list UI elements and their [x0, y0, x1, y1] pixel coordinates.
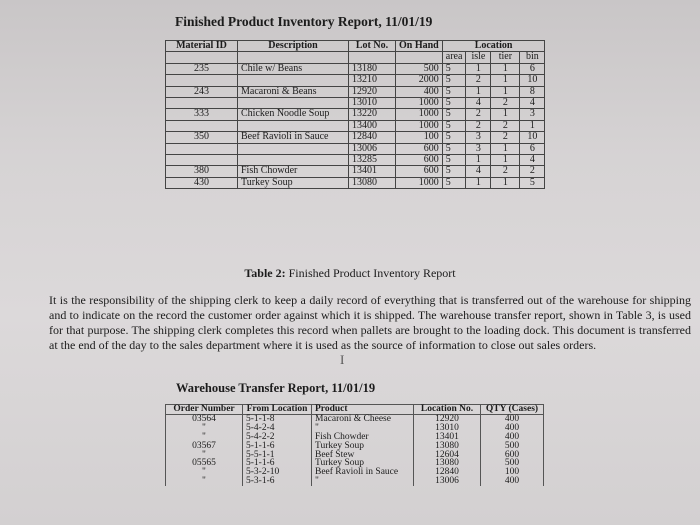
- cell-material-id: [166, 155, 238, 166]
- cell-product: ": [312, 424, 414, 433]
- cell-product: Turkey Soup: [312, 442, 414, 451]
- cell-order-number: ": [166, 433, 243, 442]
- header-description: Description: [238, 41, 349, 52]
- cell-material-id: 380: [166, 166, 238, 177]
- table-row: [166, 98, 545, 109]
- cell-isle: 3: [466, 132, 491, 143]
- cell-description: Beef Ravioli in Sauce: [238, 132, 349, 143]
- caption-text: Finished Product Inventory Report: [285, 266, 456, 280]
- cell-area: 5: [442, 155, 466, 166]
- cell-qty: 100: [481, 468, 544, 477]
- cell-isle: 4: [466, 98, 491, 109]
- header-material-id: Material ID: [166, 41, 238, 52]
- cell-on-hand: 1000: [396, 120, 443, 131]
- cell-description: Fish Chowder: [238, 166, 349, 177]
- cell-on-hand: 600: [396, 155, 443, 166]
- table-row: [166, 120, 545, 131]
- cell-on-hand: 1000: [396, 98, 443, 109]
- cell-material-id: [166, 120, 238, 131]
- cell-material-id: 350: [166, 132, 238, 143]
- cell-description: Turkey Soup: [238, 177, 349, 188]
- cell-isle: 4: [466, 166, 491, 177]
- table-row: [166, 155, 545, 166]
- header-blank: [238, 52, 349, 63]
- cell-isle: 1: [466, 155, 491, 166]
- cell-location-no: 13401: [414, 433, 481, 442]
- cell-from-location: 5-3-2-10: [243, 468, 312, 477]
- cell-tier: 2: [491, 98, 520, 109]
- cell-isle: 3: [466, 143, 491, 154]
- table-row: [166, 75, 545, 86]
- cell-description: [238, 143, 349, 154]
- cell-area: 5: [442, 143, 466, 154]
- inventory-report-title: Finished Product Inventory Report, 11/01/19: [175, 14, 433, 29]
- cell-area: 5: [442, 132, 466, 143]
- cell-material-id: [166, 143, 238, 154]
- cell-area: 5: [442, 109, 466, 120]
- cell-lot-no: 13180: [349, 63, 396, 74]
- cell-lot-no: 12920: [349, 86, 396, 97]
- header-area: area: [442, 52, 466, 63]
- cell-area: 5: [442, 166, 466, 177]
- cell-description: [238, 75, 349, 86]
- table-row: [166, 109, 545, 120]
- header-qty: QTY (Cases): [481, 405, 544, 415]
- cell-lot-no: 13010: [349, 98, 396, 109]
- cell-lot-no: 13400: [349, 120, 396, 131]
- cell-product: Beef Stew: [312, 451, 414, 460]
- cell-from-location: 5-5-1-1: [243, 451, 312, 460]
- cell-qty: 400: [481, 424, 544, 433]
- cell-material-id: 235: [166, 63, 238, 74]
- cell-from-location: 5-4-2-4: [243, 424, 312, 433]
- cell-description: [238, 155, 349, 166]
- table-row: [166, 468, 544, 477]
- header-from-location: From Location: [243, 405, 312, 415]
- header-isle: isle: [466, 52, 491, 63]
- cell-order-number: ": [166, 424, 243, 433]
- cell-on-hand: 1000: [396, 109, 443, 120]
- cell-lot-no: 13006: [349, 143, 396, 154]
- cell-description: Chile w/ Beans: [238, 63, 349, 74]
- cell-location-no: 12920: [414, 414, 481, 423]
- cell-area: 5: [442, 177, 466, 188]
- cell-from-location: 5-1-1-6: [243, 459, 312, 468]
- cell-location-no: 13080: [414, 459, 481, 468]
- transfer-table: [165, 404, 544, 486]
- cell-qty: 500: [481, 459, 544, 468]
- table-row: [166, 166, 545, 177]
- table-row: [166, 143, 545, 154]
- header-location: Location: [442, 41, 545, 52]
- cell-tier: 1: [491, 63, 520, 74]
- cell-material-id: 333: [166, 109, 238, 120]
- header-location-no: Location No.: [414, 405, 481, 415]
- cell-location-no: 13010: [414, 424, 481, 433]
- inventory-table-body: [166, 63, 545, 188]
- cell-product: Beef Ravioli in Sauce: [312, 468, 414, 477]
- cell-product: Macaroni & Cheese: [312, 414, 414, 423]
- cell-description: Macaroni & Beans: [238, 86, 349, 97]
- cell-bin: 10: [520, 75, 545, 86]
- body-paragraph: It is the responsibility of the shipping clerk to keep a daily record of everything that is transferred out of the warehouse for shipping and to indicate on the record the customer order against which it is shipped. The warehouse transfer report, shown in Table 3, is used for that purpose. The shipping clerk completes this record when pallets are brought to the loading dock. This document is transferred at the end of the day to the sales department where it is used as the source of information to close out sales orders.: [49, 293, 691, 352]
- cell-order-number: ": [166, 468, 243, 477]
- cell-bin: 6: [520, 63, 545, 74]
- cell-tier: 2: [491, 132, 520, 143]
- cell-bin: 6: [520, 143, 545, 154]
- cell-from-location: 5-3-1-6: [243, 477, 312, 486]
- cell-on-hand: 100: [396, 132, 443, 143]
- cell-isle: 2: [466, 120, 491, 131]
- header-product: Product: [312, 405, 414, 415]
- table-row: [166, 442, 544, 451]
- table-row: [166, 132, 545, 143]
- cell-isle: 1: [466, 63, 491, 74]
- cell-area: 5: [442, 98, 466, 109]
- cell-qty: 400: [481, 433, 544, 442]
- cell-tier: 1: [491, 143, 520, 154]
- cell-tier: 1: [491, 109, 520, 120]
- cell-area: 5: [442, 120, 466, 131]
- cell-bin: 4: [520, 98, 545, 109]
- cell-tier: 2: [491, 166, 520, 177]
- header-blank: [396, 52, 443, 63]
- cell-from-location: 5-1-1-8: [243, 414, 312, 423]
- cell-bin: 8: [520, 86, 545, 97]
- cell-lot-no: 13210: [349, 75, 396, 86]
- cell-order-number: 03567: [166, 442, 243, 451]
- cell-product: ": [312, 477, 414, 486]
- header-blank: [166, 52, 238, 63]
- header-blank: [349, 52, 396, 63]
- cell-lot-no: 12840: [349, 132, 396, 143]
- cell-isle: 2: [466, 109, 491, 120]
- transfer-table-body: [166, 414, 544, 486]
- cell-description: [238, 120, 349, 131]
- cell-area: 5: [442, 63, 466, 74]
- cell-qty: 400: [481, 414, 544, 423]
- cell-qty: 400: [481, 477, 544, 486]
- cell-lot-no: 13401: [349, 166, 396, 177]
- cell-bin: 1: [520, 120, 545, 131]
- table-row: [166, 477, 544, 486]
- cell-order-number: 03564: [166, 414, 243, 423]
- cell-tier: 1: [491, 155, 520, 166]
- cell-material-id: [166, 75, 238, 86]
- table-row: [166, 177, 545, 188]
- cell-qty: 600: [481, 451, 544, 460]
- cell-tier: 1: [491, 75, 520, 86]
- cell-location-no: 12604: [414, 451, 481, 460]
- cell-material-id: [166, 98, 238, 109]
- table-row: [166, 86, 545, 97]
- cell-bin: 3: [520, 109, 545, 120]
- cell-description: Chicken Noodle Soup: [238, 109, 349, 120]
- cell-from-location: 5-1-1-6: [243, 442, 312, 451]
- cell-isle: 1: [466, 86, 491, 97]
- table-row: [166, 414, 544, 423]
- cell-description: [238, 98, 349, 109]
- cell-area: 5: [442, 86, 466, 97]
- cell-product: Fish Chowder: [312, 433, 414, 442]
- table-caption: [0, 266, 700, 281]
- inventory-table: [165, 40, 545, 189]
- header-bin: bin: [520, 52, 545, 63]
- cell-tier: 1: [491, 177, 520, 188]
- cell-on-hand: 1000: [396, 177, 443, 188]
- header-order-number: Order Number: [166, 405, 243, 415]
- cell-material-id: 430: [166, 177, 238, 188]
- cell-isle: 2: [466, 75, 491, 86]
- cell-area: 5: [442, 75, 466, 86]
- cell-on-hand: 500: [396, 63, 443, 74]
- header-tier: tier: [491, 52, 520, 63]
- transfer-report-title: Warehouse Transfer Report, 11/01/19: [176, 381, 376, 395]
- cell-lot-no: 13220: [349, 109, 396, 120]
- caption-label: Table 2:: [244, 266, 286, 280]
- cell-on-hand: 2000: [396, 75, 443, 86]
- cell-product: Turkey Soup: [312, 459, 414, 468]
- cell-tier: 2: [491, 120, 520, 131]
- cell-location-no: 13006: [414, 477, 481, 486]
- cell-bin: 5: [520, 177, 545, 188]
- cell-bin: 2: [520, 166, 545, 177]
- cell-on-hand: 600: [396, 143, 443, 154]
- header-lot-no: Lot No.: [349, 41, 396, 52]
- cell-tier: 1: [491, 86, 520, 97]
- cell-on-hand: 400: [396, 86, 443, 97]
- cell-lot-no: 13080: [349, 177, 396, 188]
- cell-order-number: 05565: [166, 459, 243, 468]
- cell-qty: 500: [481, 442, 544, 451]
- header-on-hand: On Hand: [396, 41, 443, 52]
- cell-from-location: 5-4-2-2: [243, 433, 312, 442]
- cell-order-number: ": [166, 477, 243, 486]
- cell-location-no: 13080: [414, 442, 481, 451]
- text-cursor-icon: I: [340, 352, 345, 367]
- table-row: [166, 63, 545, 74]
- cell-bin: 4: [520, 155, 545, 166]
- cell-location-no: 12840: [414, 468, 481, 477]
- cell-order-number: ": [166, 451, 243, 460]
- cell-isle: 1: [466, 177, 491, 188]
- cell-lot-no: 13285: [349, 155, 396, 166]
- cell-on-hand: 600: [396, 166, 443, 177]
- cell-material-id: 243: [166, 86, 238, 97]
- cell-bin: 10: [520, 132, 545, 143]
